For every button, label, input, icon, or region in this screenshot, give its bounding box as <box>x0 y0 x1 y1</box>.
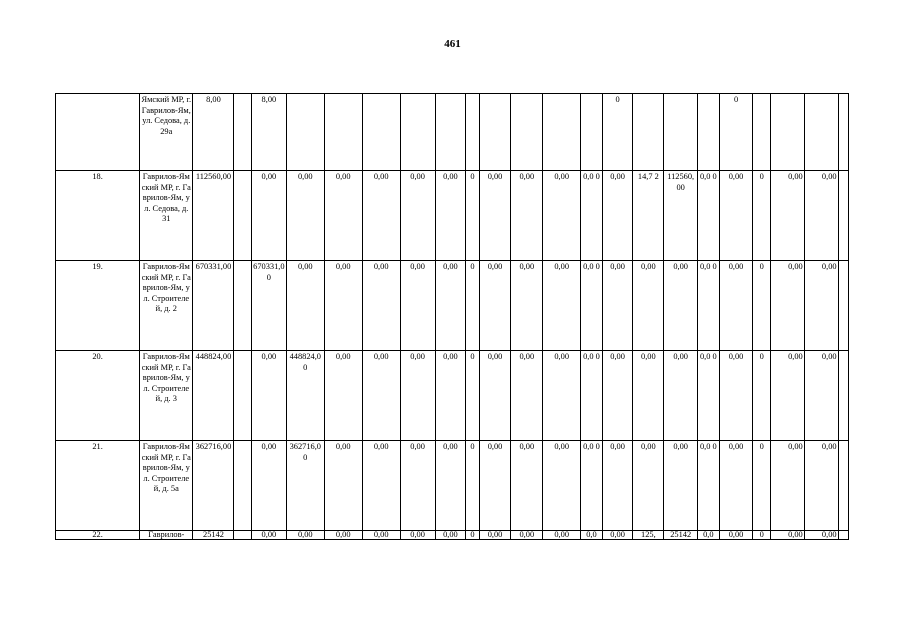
value-cell: 0,00 <box>543 261 581 351</box>
value-cell: 0,00 <box>602 441 633 531</box>
value-cell: 0,00 <box>719 351 753 441</box>
value-cell: 0,00 <box>435 171 466 261</box>
row-number-cell <box>56 94 140 171</box>
value-cell: 0,00 <box>804 351 838 441</box>
value-cell: 0 <box>466 171 479 261</box>
value-cell: 0,00 <box>804 531 838 540</box>
address-cell: Гаврилов-Ямский МР, г. Гаврилов-Ям, ул. Строителей, д. 5а <box>140 441 193 531</box>
value-cell: 0,00 <box>719 531 753 540</box>
value-cell: 0,00 <box>324 171 362 261</box>
table-row <box>56 171 849 261</box>
value-cell: 0,00 <box>664 261 698 351</box>
value-cell: 0,00 <box>362 441 400 531</box>
address-cell: Гаврилов-Ямский МР, г. Гаврилов-Ям, ул. Строителей, д. 3 <box>140 351 193 441</box>
value-cell <box>753 94 770 171</box>
value-cell: 0 <box>753 531 770 540</box>
value-cell: 0,0 0 <box>581 351 603 441</box>
value-cell <box>234 351 251 441</box>
value-cell: 0,00 <box>770 441 804 531</box>
value-cell <box>511 94 543 171</box>
value-cell: 0,00 <box>435 441 466 531</box>
value-cell: 0,00 <box>602 351 633 441</box>
value-cell <box>479 94 511 171</box>
value-cell: 25142 <box>664 531 698 540</box>
value-cell: 0,00 <box>664 351 698 441</box>
value-cell: 0,00 <box>602 261 633 351</box>
value-cell <box>838 171 848 261</box>
address-cell: Гаврилов-Ямский МР, г. Гаврилов-Ям, ул. Седова, д. 31 <box>140 171 193 261</box>
value-cell: 0,00 <box>251 531 286 540</box>
value-cell: 14,7 2 <box>633 171 664 261</box>
value-cell: 0 <box>753 171 770 261</box>
value-cell <box>234 171 251 261</box>
address-cell: Гаврилов-Ямский МР, г. Гаврилов-Ям, ул. Строителей, д. 2 <box>140 261 193 351</box>
value-cell: 8,00 <box>251 94 286 171</box>
value-cell: 0,00 <box>324 441 362 531</box>
value-cell <box>838 441 848 531</box>
value-cell: 0,00 <box>362 351 400 441</box>
value-cell: 362716,00 <box>193 441 234 531</box>
value-cell: 0,00 <box>286 531 324 540</box>
value-cell: 0,00 <box>286 261 324 351</box>
value-cell <box>400 94 435 171</box>
value-cell: 0 <box>753 441 770 531</box>
value-cell: 0 <box>466 261 479 351</box>
value-cell: 0,00 <box>602 531 633 540</box>
value-cell <box>698 94 720 171</box>
value-cell <box>804 94 838 171</box>
value-cell <box>770 94 804 171</box>
value-cell: 0,00 <box>602 171 633 261</box>
value-cell: 0,00 <box>479 261 511 351</box>
value-cell: 25142 <box>193 531 234 540</box>
value-cell <box>581 94 603 171</box>
value-cell <box>324 94 362 171</box>
value-cell: 0,0 0 <box>581 441 603 531</box>
value-cell: 0,0 0 <box>581 171 603 261</box>
value-cell: 0,00 <box>804 261 838 351</box>
value-cell: 0,00 <box>435 351 466 441</box>
value-cell: 0,00 <box>435 261 466 351</box>
address-cell: Гаврилов- <box>140 531 193 540</box>
value-cell: 0,00 <box>511 351 543 441</box>
value-cell: 0,00 <box>511 171 543 261</box>
value-cell <box>435 94 466 171</box>
value-cell: 0 <box>466 351 479 441</box>
value-cell: 362716,00 <box>286 441 324 531</box>
value-cell: 0,00 <box>479 531 511 540</box>
row-number-cell: 20. <box>56 351 140 441</box>
value-cell: 0,00 <box>286 171 324 261</box>
value-cell <box>362 94 400 171</box>
value-cell: 0,00 <box>324 531 362 540</box>
value-cell: 0,00 <box>770 171 804 261</box>
value-cell: 448824,00 <box>193 351 234 441</box>
value-cell: 0,00 <box>400 441 435 531</box>
value-cell: 0,00 <box>633 351 664 441</box>
value-cell: 0,00 <box>543 351 581 441</box>
row-number-cell: 21. <box>56 441 140 531</box>
value-cell: 0,00 <box>400 351 435 441</box>
value-cell: 0,0 <box>581 531 603 540</box>
value-cell: 0,0 0 <box>581 261 603 351</box>
value-cell: 0,00 <box>324 351 362 441</box>
value-cell <box>838 531 848 540</box>
value-cell: 0,00 <box>251 171 286 261</box>
value-cell: 670331,00 <box>193 261 234 351</box>
value-cell: 0 <box>466 531 479 540</box>
address-cell: Ямский МР, г. Гаврилов-Ям, ул. Седова, д. 29а <box>140 94 193 171</box>
value-cell <box>838 351 848 441</box>
value-cell <box>466 94 479 171</box>
value-cell <box>234 94 251 171</box>
page-number: 461 <box>444 38 461 50</box>
value-cell: 670331,00 <box>251 261 286 351</box>
value-cell: 0,00 <box>543 441 581 531</box>
value-cell: 0,0 0 <box>698 261 720 351</box>
value-cell: 0 <box>719 94 753 171</box>
value-cell: 0,00 <box>400 171 435 261</box>
value-cell: 0,00 <box>633 441 664 531</box>
value-cell: 0,0 0 <box>698 351 720 441</box>
value-cell: 0,00 <box>324 261 362 351</box>
value-cell: 0,00 <box>770 261 804 351</box>
value-cell: 0,00 <box>479 171 511 261</box>
value-cell: 0,00 <box>362 261 400 351</box>
row-number-cell: 19. <box>56 261 140 351</box>
value-cell: 0,00 <box>479 351 511 441</box>
value-cell: 0,00 <box>664 441 698 531</box>
value-cell <box>234 531 251 540</box>
value-cell: 0,00 <box>511 261 543 351</box>
value-cell <box>838 94 848 171</box>
value-cell: 0,00 <box>362 171 400 261</box>
table-row <box>56 531 849 540</box>
registry-table <box>55 93 849 540</box>
value-cell: 125, <box>633 531 664 540</box>
table-row <box>56 351 849 441</box>
value-cell: 0,00 <box>770 351 804 441</box>
value-cell <box>633 94 664 171</box>
value-cell: 0,0 0 <box>698 171 720 261</box>
value-cell <box>234 261 251 351</box>
value-cell: 448824,00 <box>286 351 324 441</box>
value-cell: 0,00 <box>770 531 804 540</box>
value-cell <box>286 94 324 171</box>
value-cell: 0,00 <box>804 171 838 261</box>
value-cell: 0,00 <box>511 531 543 540</box>
value-cell: 0 <box>753 261 770 351</box>
value-cell: 0 <box>753 351 770 441</box>
table-row <box>56 261 849 351</box>
value-cell: 0,00 <box>435 531 466 540</box>
value-cell: 0,00 <box>719 261 753 351</box>
table-row <box>56 441 849 531</box>
value-cell: 0,00 <box>543 531 581 540</box>
value-cell: 112560,00 <box>664 171 698 261</box>
value-cell <box>234 441 251 531</box>
value-cell: 0,00 <box>719 441 753 531</box>
value-cell: 8,00 <box>193 94 234 171</box>
value-cell: 0,00 <box>511 441 543 531</box>
value-cell: 0 <box>602 94 633 171</box>
value-cell: 0 <box>466 441 479 531</box>
value-cell: 0,00 <box>400 531 435 540</box>
value-cell <box>664 94 698 171</box>
value-cell: 112560,00 <box>193 171 234 261</box>
value-cell: 0,0 <box>698 531 720 540</box>
value-cell: 0,00 <box>719 171 753 261</box>
value-cell <box>543 94 581 171</box>
value-cell: 0,0 0 <box>698 441 720 531</box>
value-cell: 0,00 <box>362 531 400 540</box>
row-number-cell: 22. <box>56 531 140 540</box>
table-row <box>56 94 849 171</box>
value-cell: 0,00 <box>400 261 435 351</box>
value-cell: 0,00 <box>543 171 581 261</box>
row-number-cell: 18. <box>56 171 140 261</box>
value-cell: 0,00 <box>251 351 286 441</box>
value-cell <box>838 261 848 351</box>
value-cell: 0,00 <box>804 441 838 531</box>
value-cell: 0,00 <box>479 441 511 531</box>
value-cell: 0,00 <box>633 261 664 351</box>
value-cell: 0,00 <box>251 441 286 531</box>
